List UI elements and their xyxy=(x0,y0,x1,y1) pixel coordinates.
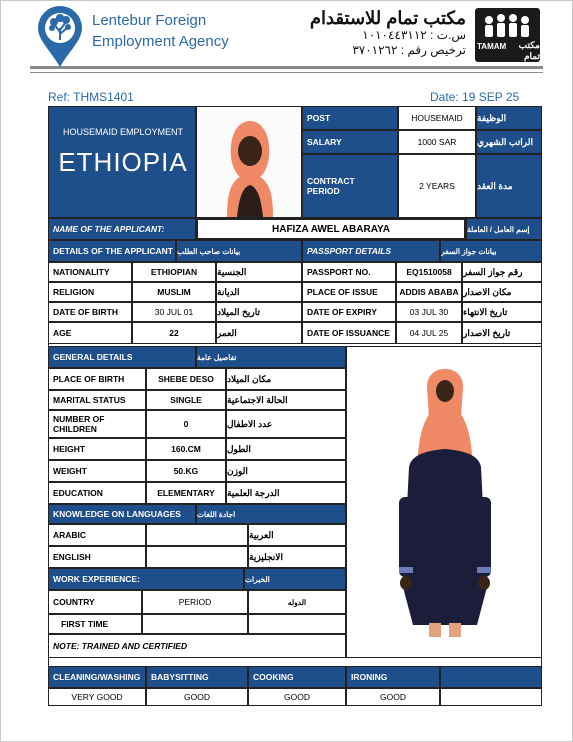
tamam-logo-text: TAMAM xyxy=(477,42,507,51)
title-block xyxy=(48,106,196,218)
table-row-label: DATE OF EXPIRY xyxy=(302,302,396,322)
experience-col-period: PERIOD xyxy=(142,590,248,614)
agency-logo-icon xyxy=(36,6,84,68)
table-row-ar: العربية xyxy=(248,524,346,546)
arabic-office-header xyxy=(276,8,466,58)
skill-value-cleaning: VERY GOOD xyxy=(48,688,146,706)
applicant-name-label-ar: إسم العامل / العاملة xyxy=(466,218,542,240)
table-row-label: DATE OF BIRTH xyxy=(48,302,132,322)
skill-value-babysitting: GOOD xyxy=(146,688,248,706)
table-row-ar: مكان الاصدار xyxy=(462,282,542,302)
section-gap xyxy=(48,658,542,666)
table-row-ar: عدد الاطفال xyxy=(226,410,346,438)
table-row-label: RELIGION xyxy=(48,282,132,302)
table-row-ar: الحالة الاجتماعية xyxy=(226,390,346,410)
header-divider-thin xyxy=(30,72,543,73)
table-row-value: ADDIS ABABA xyxy=(396,282,462,302)
contract-label-ar: مدة العقد xyxy=(476,154,542,218)
table-row-value: 0 xyxy=(146,410,226,438)
table-row-ar: الديانة xyxy=(216,282,302,302)
post-value: HOUSEMAID xyxy=(398,106,476,130)
skill-header-cooking: COOKING xyxy=(248,666,346,688)
applicant-name-value: HAFIZA AWEL ABARAYA xyxy=(196,218,466,240)
table-row-ar: تاريخ الميلاد xyxy=(216,302,302,322)
table-row-value: ELEMENTARY xyxy=(146,482,226,504)
table-row-value: 22 xyxy=(132,322,216,344)
arabic-office-name: مكتب تمام للاستقدام xyxy=(309,8,466,28)
table-row-label: WEIGHT xyxy=(48,460,146,482)
experience-col-country: COUNTRY xyxy=(48,590,142,614)
table-row-value: EQ1510058 xyxy=(396,262,462,282)
table-row-value: MUSLIM xyxy=(132,282,216,302)
table-row-ar: تاريخ الانتهاء xyxy=(462,302,542,322)
salary-label-ar: الراتب الشهري xyxy=(476,130,542,154)
header-divider xyxy=(30,66,543,69)
passport-header: PASSPORT DETAILS xyxy=(302,240,440,262)
table-row-label: NATIONALITY xyxy=(48,262,132,282)
table-row-label: ARABIC xyxy=(48,524,146,546)
skill-header-ironing: IRONING xyxy=(346,666,440,688)
table-row-ar: مكان الميلاد xyxy=(226,368,346,390)
table-row-ar: تاريخ الاصدار xyxy=(462,322,542,344)
table-row-ar: رقم جواز السفر xyxy=(462,262,542,282)
passport-header-ar: بيانات جواز السفر xyxy=(440,240,542,262)
skill-header-cleaning: CLEANING/WASHING xyxy=(48,666,146,688)
contract-value: 2 YEARS xyxy=(398,154,476,218)
experience-header: WORK EXPERIENCE: xyxy=(48,568,244,590)
tamam-logo-ar: مكتب تمام xyxy=(518,40,540,61)
children-label-text: NUMBER OF CHILDREN xyxy=(53,414,105,434)
post-label: POST xyxy=(302,106,398,130)
agency-name-line1: Lentebur Foreign xyxy=(92,12,207,29)
table-row-ar: الدرجة العلمية xyxy=(226,482,346,504)
experience-first-time: FIRST TIME xyxy=(48,614,142,634)
table-row-ar: العمر xyxy=(216,322,302,344)
experience-header-ar: الخبرات xyxy=(244,568,346,590)
details-header-ar: بيانات صاحب الطلب xyxy=(176,240,302,262)
experience-col-ar: الدوله xyxy=(248,590,346,614)
skill-header-empty xyxy=(440,666,542,688)
languages-header: KNOWLEDGE ON LANGUAGES xyxy=(48,504,196,524)
applicant-name-label: NAME OF THE APPLICANT: xyxy=(48,218,196,240)
skill-value-empty xyxy=(440,688,542,706)
table-row-value xyxy=(146,524,248,546)
table-row-label: HEIGHT xyxy=(48,438,146,460)
table-row-value: 03 JUL 30 xyxy=(396,302,462,322)
experience-note: NOTE: TRAINED AND CERTIFIED xyxy=(48,634,346,658)
ref-number: Ref: THMS1401 xyxy=(48,90,134,104)
table-row-ar: الوزن xyxy=(226,460,346,482)
table-row-label: ENGLISH xyxy=(48,546,146,568)
title-country: ETHIOPIA xyxy=(58,147,188,177)
experience-first-time-period xyxy=(142,614,248,634)
table-row-value: 160.CM xyxy=(146,438,226,460)
agency-name xyxy=(92,10,229,52)
table-row-value: 50.KG xyxy=(146,460,226,482)
general-header: GENERAL DETAILS xyxy=(48,346,196,368)
table-row-label: MARITAL STATUS xyxy=(48,390,146,410)
table-row-label xyxy=(48,410,146,438)
contract-label-text: CONTRACT PERIOD xyxy=(307,176,355,196)
post-label-ar: الوظيفة xyxy=(476,106,542,130)
table-row-value xyxy=(146,546,248,568)
skill-value-cooking: GOOD xyxy=(248,688,346,706)
table-row-value: SINGLE xyxy=(146,390,226,410)
arabic-cr: س.ت : ١٠١٠٤٤٣١١٢ xyxy=(362,28,466,42)
contract-label xyxy=(302,154,398,218)
skill-header-babysitting: BABYSITTING xyxy=(146,666,248,688)
skill-value-ironing: GOOD xyxy=(346,688,440,706)
table-row-ar: الطول xyxy=(226,438,346,460)
title-subtitle: HOUSEMAID EMPLOYMENT xyxy=(62,127,183,137)
languages-header-ar: اجادة اللغات xyxy=(196,504,346,524)
applicant-full-body-photo xyxy=(346,346,542,658)
experience-first-time-country xyxy=(248,614,346,634)
tamam-logo xyxy=(475,8,540,62)
table-row-label: DATE OF ISSUANCE xyxy=(302,322,396,344)
table-row-label: PLACE OF ISSUE xyxy=(302,282,396,302)
table-row-ar: الانجليزية xyxy=(248,546,346,568)
arabic-license: ترخيص رقم : ٣٧٠١٢٦٢ xyxy=(352,43,466,57)
general-header-ar: تفاصيل عامة xyxy=(196,346,346,368)
table-row-label: PLACE OF BIRTH xyxy=(48,368,146,390)
table-row-value: 30 JUL 01 xyxy=(132,302,216,322)
table-row-value: ETHIOPIAN xyxy=(132,262,216,282)
table-row-value: SHEBE DESO xyxy=(146,368,226,390)
form-date: Date: 19 SEP 25 xyxy=(430,90,520,104)
salary-value: 1000 SAR xyxy=(398,130,476,154)
table-row-label: PASSPORT NO. xyxy=(302,262,396,282)
applicant-portrait-photo xyxy=(196,106,302,218)
table-row-ar: الجنسية xyxy=(216,262,302,282)
details-header: DETAILS OF THE APPLICANT xyxy=(48,240,176,262)
agency-name-line2: Employment Agency xyxy=(92,33,229,50)
table-row-label: AGE xyxy=(48,322,132,344)
table-row-label: EDUCATION xyxy=(48,482,146,504)
salary-label: SALARY xyxy=(302,130,398,154)
table-row-value: 04 JUL 25 xyxy=(396,322,462,344)
